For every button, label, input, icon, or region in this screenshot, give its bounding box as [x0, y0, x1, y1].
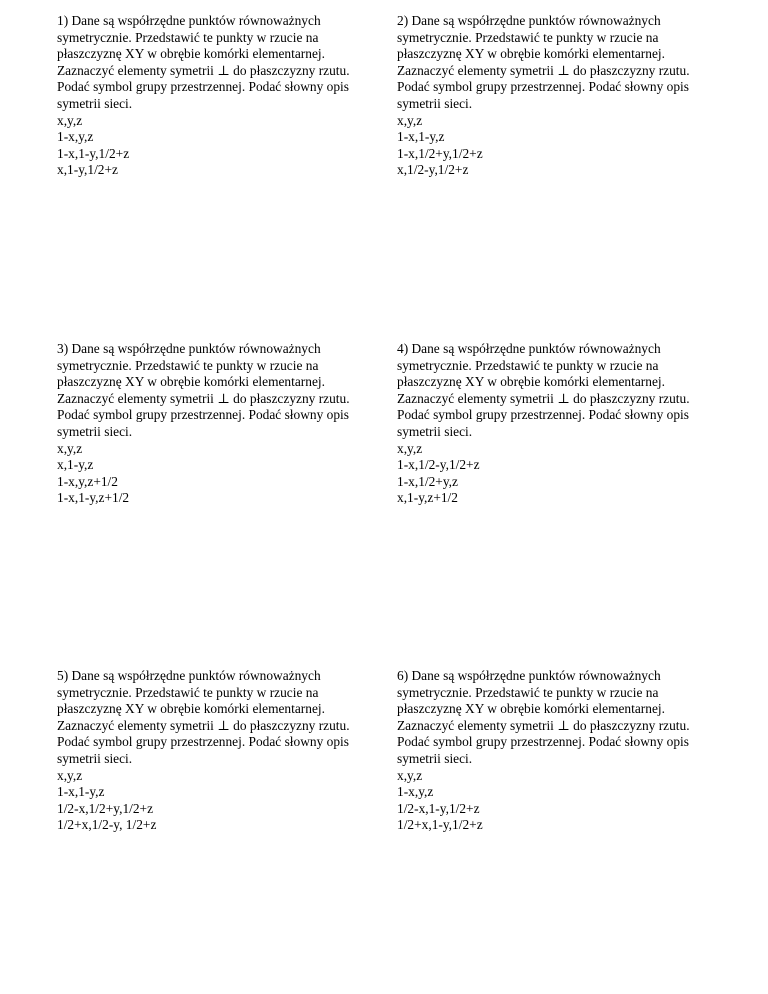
task-4-coord-2: 1-x,1/2-y,1/2+z — [397, 457, 480, 473]
task-1-coord-4: x,1-y,1/2+z — [57, 162, 118, 178]
task-2-coord-3: 1-x,1/2+y,1/2+z — [397, 145, 483, 161]
task-3-coord-2: x,1-y,z — [57, 457, 94, 473]
task-5-text: 5) Dane są współrzędne punktów równoważnych symetrycznie. Przedstawić te punkty w rzucie na płaszczyznę XY w obrębie komórki elementarnej. Zaznaczyć elementy symetrii ⊥ do płaszczyzny rzutu. Podać symbol grupy przestrzennej. Podać słowny opis symetrii sieci. — [57, 668, 350, 766]
task-3-coord-3: 1-x,y,z+1/2 — [57, 473, 118, 489]
task-5-coord-1: x,y,z — [57, 767, 83, 783]
task-6-coord-4: 1/2+x,1-y,1/2+z — [397, 817, 483, 833]
task-6 — [397, 668, 715, 834]
task-4-coord-4: x,1-y,z+1/2 — [397, 490, 458, 506]
task-1-coord-2: 1-x,y,z — [57, 129, 94, 145]
task-6-text: 6) Dane są współrzędne punktów równoważnych symetrycznie. Przedstawić te punkty w rzucie na płaszczyznę XY w obrębie komórki elementarnej. Zaznaczyć elementy symetrii ⊥ do płaszczyzny rzutu. Podać symbol grupy przestrzennej. Podać słowny opis symetrii sieci. — [397, 668, 690, 766]
task-6-coord-2: 1-x,y,z — [397, 784, 434, 800]
task-2-text: 2) Dane są współrzędne punktów równoważnych symetrycznie. Przedstawić te punkty w rzucie na płaszczyznę XY w obrębie komórki elementarnej. Zaznaczyć elementy symetrii ⊥ do płaszczyzny rzutu. Podać symbol grupy przestrzennej. Podać słowny opis symetrii sieci. — [397, 13, 690, 111]
task-5 — [57, 668, 375, 834]
task-4-coord-3: 1-x,1/2+y,z — [397, 473, 458, 489]
task-4-text: 4) Dane są współrzędne punktów równoważnych symetrycznie. Przedstawić te punkty w rzucie na płaszczyznę XY w obrębie komórki elementarnej. Zaznaczyć elementy symetrii ⊥ do płaszczyzny rzutu. Podać symbol grupy przestrzennej. Podać słowny opis symetrii sieci. — [397, 341, 690, 439]
task-3-text: 3) Dane są współrzędne punktów równoważnych symetrycznie. Przedstawić te punkty w rzucie na płaszczyznę XY w obrębie komórki elementarnej. Zaznaczyć elementy symetrii ⊥ do płaszczyzny rzutu. Podać symbol grupy przestrzennej. Podać słowny opis symetrii sieci. — [57, 341, 350, 439]
task-6-coord-3: 1/2-x,1-y,1/2+z — [397, 800, 480, 816]
task-1-coord-3: 1-x,1-y,1/2+z — [57, 145, 130, 161]
task-2 — [397, 13, 715, 179]
task-3-coord-4: 1-x,1-y,z+1/2 — [57, 490, 130, 506]
task-5-coord-4: 1/2+x,1/2-y, 1/2+z — [57, 817, 157, 833]
task-4-coord-1: x,y,z — [397, 440, 423, 456]
task-5-coord-3: 1/2-x,1/2+y,1/2+z — [57, 800, 154, 816]
task-6-coord-1: x,y,z — [397, 767, 423, 783]
task-1 — [57, 13, 375, 179]
task-3-coord-1: x,y,z — [57, 440, 83, 456]
task-3 — [57, 341, 375, 507]
task-4 — [397, 341, 715, 507]
task-1-coord-1: x,y,z — [57, 112, 83, 128]
task-2-coord-4: x,1/2-y,1/2+z — [397, 162, 469, 178]
task-2-coord-2: 1-x,1-y,z — [397, 129, 445, 145]
task-2-coord-1: x,y,z — [397, 112, 423, 128]
task-5-coord-2: 1-x,1-y,z — [57, 784, 105, 800]
task-1-text: 1) Dane są współrzędne punktów równoważnych symetrycznie. Przedstawić te punkty w rzucie na płaszczyznę XY w obrębie komórki elementarnej. Zaznaczyć elementy symetrii ⊥ do płaszczyzny rzutu. Podać symbol grupy przestrzennej. Podać słowny opis symetrii sieci. — [57, 13, 350, 111]
